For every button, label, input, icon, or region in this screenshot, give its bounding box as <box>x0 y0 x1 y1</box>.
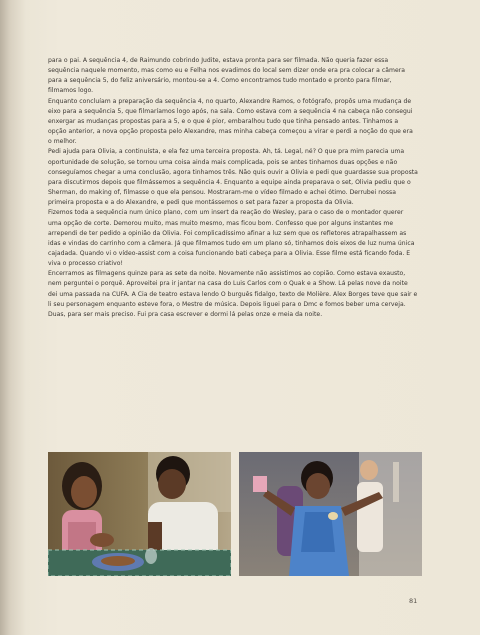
page-number: 81 <box>409 597 418 605</box>
paragraph: Fizemos toda a sequência num único plano, com um insert da reação do Wesley, para o caso de o montador querer uma opção de corte. Demorou muito, mas muito mesmo, mas ficou bom. Confesso que por alguns instantes me arrependi de ter pedido a opinião da Olivia. Foi complicadíssimo afinar a luz sem que os refletores atrapalhassem as idas e vindas do carrinho com a câmera. Já que filmamos tudo em um plano só, tinhamos dois eixos de luz numa única cajadada. Quando vi o vídeo-assist com a coisa funcionando bati cabeça para a Olivia. Esse filme está ficando foda. E viva o processo criativo! <box>48 209 415 268</box>
body-text <box>48 56 418 320</box>
paragraph: Enquanto concluíam a preparação da sequência 4, no quarto, Alexandre Ramos, o fotógrafo, propôs uma mudança de eixo para a sequência 5, que filmaríamos logo após, na sala. Como estava com a sequência 4 na cabeça não consegui enxergar as mudanças propostas para a 5, e o que é pior, embaralhou tudo que tinha pensado antes. Tinhamos a opção anterior, a nova opção proposta pelo Alexandre, mas minha cabeça começou a virar e perdi a noção do que era o melhor. <box>48 97 413 146</box>
photo-dinner-scene <box>48 452 231 576</box>
paragraph: para o pai. A sequência 4, de Raimundo cobrindo Judite, estava pronta para ser filmada. Não queria fazer essa sequência naquele momento, mas como eu e Felha nos evadimos do local sem dizer onde era pra colocar a câmera para a sequência 5, do feliz aniversário, montou-se a 4. Como encontramos tudo montado e pronto para filmar, filmamos logo. <box>48 57 406 95</box>
paragraph: Encerramos as filmagens quinze para as sete da noite. Novamente não assistimos ao copião. Como estava exausto, nem perguntei o porquê. Aproveitei pra ir jantar na casa do Luis Carlos com o Quak e a Show. Lá pelas nove da noite dei uma passada na CUFA. A Cia de teatro estava lendo O burguês fidalgo, texto de Molière. Alex Borges teve que sair e li seu personagem enquanto esteve fora, o Mestre de música. Depois liguei para o Dmc e fomos beber uma cerveja. Duas, para ser mais preciso. Fui pra casa escrever e dormi lá pelas onze e meia da noite. <box>48 270 418 318</box>
paragraph: Pedi ajuda para Olivia, a continuísta, e ela fez uma terceira proposta. Ah, tá. Legal, né? O que pra mim parecia uma oportunidade de solução, se tornou uma coisa ainda mais complicada, pois se antes tinhamos duas opções e não conseguíamos chegar a uma conclusão, agora tinhamos três. Não quis ouvir a Olivia e pedi que guardasse sua proposta para discutirmos depois que filmássemos a sequência 4. Enquanto a equipe ainda preparava o set, Olivia pediu que o Sherman, do making of, filmasse o que ela pensou. Mostraram-me o vídeo filmado e achei ótimo. Derrubei nossa primeira proposta e a do Alexandre, e pedi que montássemos o set para fazer a proposta da Olivia. <box>48 148 418 207</box>
photo-dancing-boy <box>239 452 422 576</box>
